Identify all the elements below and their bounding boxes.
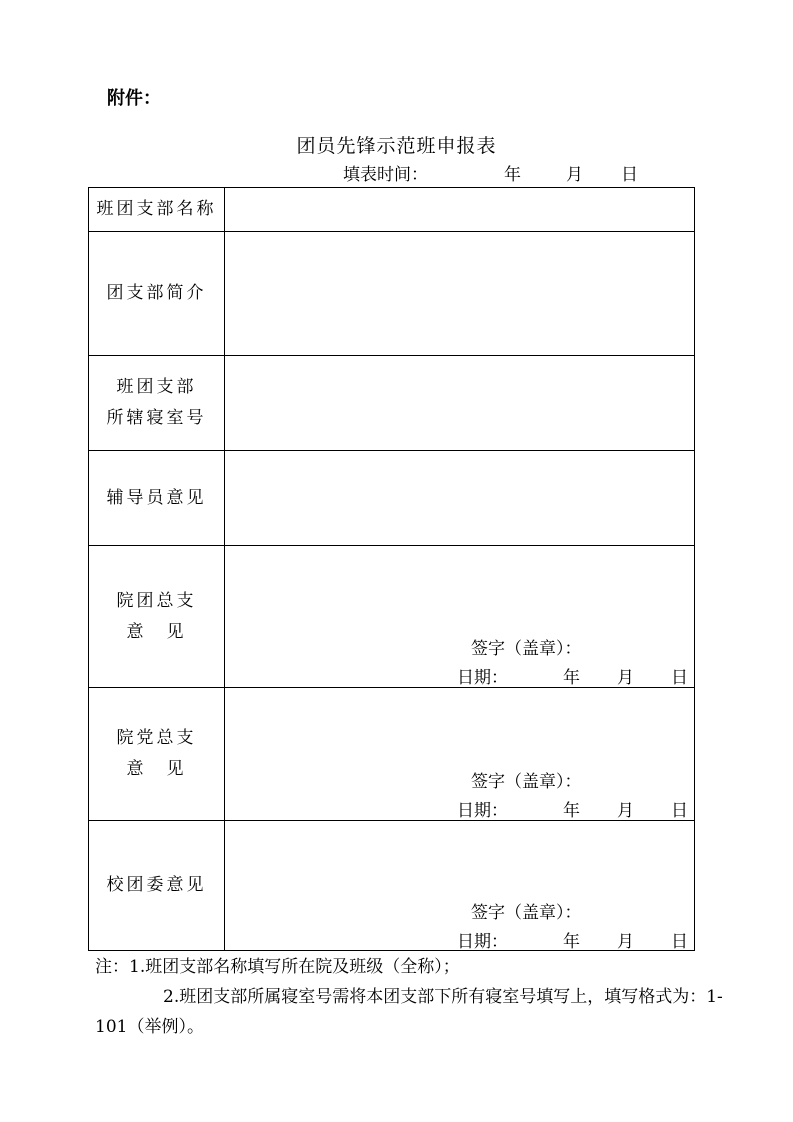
fill-date-day: 日	[621, 165, 638, 185]
branch-name-field[interactable]	[225, 188, 695, 232]
college-league-date-day: 日	[671, 668, 688, 688]
row-dorm	[89, 356, 695, 451]
branch-name-label: 班团支部名称	[89, 188, 225, 232]
row-school-league	[89, 821, 695, 951]
note-line-2: 2.班团支部所属寝室号需将本团支部下所有寝室号填写上，填写格式为：1-101（举例）。	[95, 987, 723, 1037]
college-league-label-line2: 意 见	[126, 621, 187, 642]
row-branch-intro	[89, 232, 695, 356]
college-league-label	[89, 546, 225, 688]
college-party-date-year: 年	[563, 801, 580, 821]
college-party-field[interactable]	[225, 688, 695, 821]
college-party-sign-label: 签字（盖章）：	[471, 772, 582, 792]
branch-intro-label: 团支部简介	[89, 232, 225, 356]
school-league-date-day: 日	[671, 932, 688, 952]
note-line-1: 注：1.班团支部名称填写所在院及班级（全称）；	[95, 957, 460, 977]
notes	[95, 952, 725, 1042]
branch-intro-field[interactable]	[225, 232, 695, 356]
fill-date-month: 月	[566, 165, 583, 185]
college-party-label	[89, 688, 225, 821]
row-branch-name	[89, 188, 695, 232]
dorm-label-line1: 班团支部	[116, 377, 197, 397]
counselor-field[interactable]	[225, 451, 695, 546]
school-league-date-month: 月	[617, 932, 634, 952]
college-league-date-month: 月	[617, 668, 634, 688]
row-college-league	[89, 546, 695, 688]
college-party-date-day: 日	[671, 801, 688, 821]
college-league-field[interactable]	[225, 546, 695, 688]
college-league-date-year: 年	[563, 668, 580, 688]
college-league-label-line1: 院团总支	[116, 590, 197, 611]
fill-date-year: 年	[504, 165, 521, 185]
dorm-label-line2: 所辖寝室号	[106, 408, 207, 428]
attachment-label: 附件：	[107, 88, 161, 109]
counselor-label: 辅导员意见	[89, 451, 225, 546]
college-league-date-label: 日期：	[457, 668, 508, 688]
dorm-field[interactable]	[225, 356, 695, 451]
college-party-label-line1: 院党总支	[116, 728, 197, 748]
row-college-party	[89, 688, 695, 821]
school-league-date-label: 日期：	[457, 932, 508, 952]
fill-date-label: 填表时间：	[343, 165, 428, 185]
application-form-table	[88, 187, 695, 951]
dorm-label	[89, 356, 225, 451]
form-title: 团员先锋示范班申报表	[296, 135, 497, 157]
school-league-sign-label: 签字（盖章）：	[471, 903, 582, 923]
school-league-label: 校团委意见	[89, 821, 225, 951]
college-party-label-line2: 意 见	[126, 759, 187, 779]
college-party-date-month: 月	[617, 801, 634, 821]
college-party-date-label: 日期：	[457, 801, 508, 821]
school-league-field[interactable]	[225, 821, 695, 951]
college-league-sign-label: 签字（盖章）：	[471, 639, 582, 659]
school-league-date-year: 年	[563, 932, 580, 952]
row-counselor	[89, 451, 695, 546]
